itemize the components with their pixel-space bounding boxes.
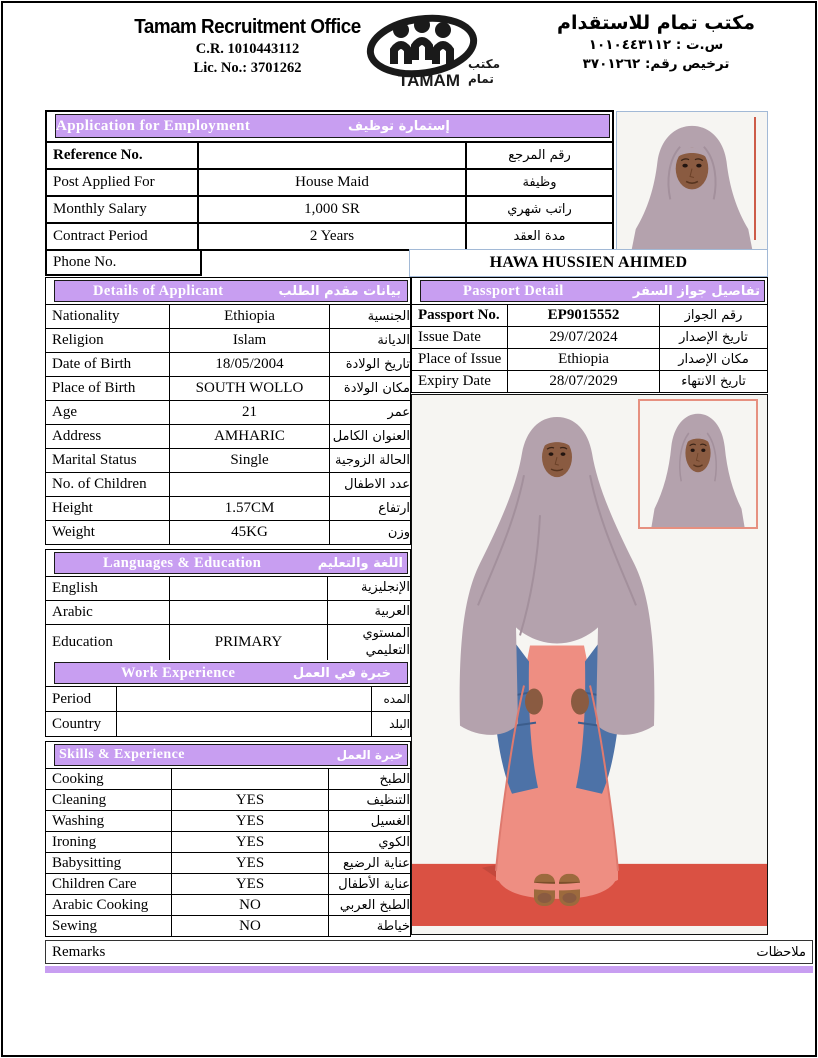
field-arabic-label: الطبخ العربي — [339, 897, 410, 913]
field-arabic-label: وظيفة — [522, 175, 557, 190]
application-section-header — [47, 114, 612, 141]
field-arabic-label: التنظيف — [366, 792, 410, 808]
work-section-header — [46, 662, 410, 686]
field-value: YES — [172, 790, 329, 810]
field-arabic-label: مكان الإصدار — [678, 352, 749, 367]
field-value: NO — [172, 895, 329, 915]
field-arabic-label: راتب شهري — [507, 202, 572, 217]
section-title: Languages & Education — [103, 554, 262, 571]
field-arabic-label: الجنسية — [367, 309, 410, 324]
field-value: PRIMARY — [170, 625, 328, 660]
table-row — [46, 400, 410, 424]
passport-section — [411, 277, 768, 393]
application-table — [47, 141, 612, 249]
field-label: Religion — [46, 329, 170, 352]
field-label: Arabic Cooking — [46, 895, 172, 915]
applicant-photo-fullbody — [411, 394, 768, 935]
field-arabic-label: عمر — [387, 405, 410, 420]
office-cr-arabic: س.ت : ١٠١٠٤٤٣١١٢ — [588, 37, 724, 53]
table-row — [46, 810, 410, 831]
table-row — [46, 624, 410, 660]
field-label: Place of Issue — [412, 349, 508, 370]
section-title-arabic: خبرة في العمل — [292, 665, 391, 681]
field-arabic-label: تاريخ الإصدار — [679, 330, 748, 345]
field-value: YES — [172, 832, 329, 852]
field-label: Arabic — [46, 601, 170, 624]
field-value: 2 Years — [199, 224, 467, 249]
table-row — [46, 448, 410, 472]
field-label: Weight — [46, 521, 170, 544]
field-label: Expiry Date — [412, 371, 508, 392]
field-label: Issue Date — [412, 327, 508, 348]
table-row — [47, 195, 612, 222]
office-name: Tamam Recruitment Office — [134, 16, 361, 38]
field-label: Place of Birth — [46, 377, 170, 400]
field-value: YES — [172, 853, 329, 873]
field-arabic-label: المستوي التعليمي — [362, 626, 410, 658]
bottom-purple-bar — [45, 966, 813, 973]
passport-section-header — [412, 280, 767, 304]
section-title-arabic: تفاصيل جواز السفر — [632, 283, 760, 299]
field-value: 1,000 SR — [199, 197, 467, 222]
field-value — [172, 769, 329, 789]
field-value: 21 — [170, 401, 330, 424]
field-value — [117, 712, 372, 736]
field-arabic-label: عناية الرضيع — [343, 855, 410, 871]
section-header-bar — [420, 280, 765, 302]
office-license-number: Lic. No.: 3701262 — [193, 60, 302, 76]
field-value — [117, 687, 372, 711]
table-row — [46, 424, 410, 448]
field-label: Education — [46, 625, 170, 660]
passport-table — [412, 304, 767, 392]
field-label: Sewing — [46, 916, 172, 936]
section-header-bar — [54, 552, 408, 574]
section-header-bar — [54, 744, 408, 766]
field-arabic-label: الديانة — [377, 333, 410, 348]
field-arabic-label: الحالة الزوجية — [335, 453, 410, 468]
office-license-arabic: ترخيص رقم: ٣٧٠١٢٦٢ — [582, 56, 730, 72]
field-arabic-label: عناية الأطفال — [338, 876, 410, 892]
field-value — [199, 143, 467, 168]
applicant-headshot-thumbnail — [638, 399, 758, 529]
table-row — [46, 686, 410, 711]
skills-table — [46, 768, 410, 936]
field-arabic-label: العنوان الكامل — [332, 429, 410, 444]
table-row — [47, 168, 612, 195]
field-arabic-label: البلد — [389, 717, 410, 731]
table-row — [412, 370, 767, 392]
section-header-bar — [55, 114, 610, 138]
field-value — [170, 473, 330, 496]
languages-table — [46, 576, 410, 660]
field-label: Children Care — [46, 874, 172, 894]
remarks-label: Remarks — [52, 943, 106, 960]
section-header-bar — [54, 280, 408, 302]
field-value: 1.57CM — [170, 497, 330, 520]
field-arabic-label: الغسيل — [370, 813, 410, 829]
headshot-image — [640, 401, 756, 527]
field-value: 29/07/2024 — [508, 327, 660, 348]
photo-red-line — [754, 117, 756, 240]
table-row — [47, 222, 612, 249]
table-row — [46, 600, 410, 624]
table-row — [46, 520, 410, 544]
table-row — [46, 472, 410, 496]
section-title-arabic: بيانات مقدم الطلب — [278, 283, 401, 299]
tamam-logo-graphic — [356, 8, 506, 92]
field-value: 28/07/2029 — [508, 371, 660, 392]
field-label: Post Applied For — [47, 170, 199, 195]
field-value: SOUTH WOLLO — [170, 377, 330, 400]
table-row — [412, 304, 767, 326]
field-arabic-label: تاريخ الولادة — [345, 357, 410, 372]
details-table — [46, 304, 410, 544]
section-title-arabic: إستمارة توظيف — [348, 118, 450, 134]
portrait-image — [617, 112, 767, 249]
field-arabic-label: وزن — [387, 525, 410, 540]
field-value: YES — [172, 874, 329, 894]
field-arabic-label: العربية — [374, 604, 410, 620]
table-row — [412, 326, 767, 348]
section-title: Passport Detail — [463, 282, 564, 299]
field-label: Cooking — [46, 769, 172, 789]
field-value: 45KG — [170, 521, 330, 544]
table-row — [46, 496, 410, 520]
logo-arabic-word-1: مكتب — [468, 57, 501, 71]
table-row — [46, 576, 410, 600]
office-cr-number: C.R. 1010443112 — [195, 41, 300, 57]
field-arabic-label: ارتفاع — [378, 501, 410, 516]
field-value: AMHARIC — [170, 425, 330, 448]
field-label: Passport No. — [412, 305, 508, 326]
field-arabic-label: عدد الاطفال — [344, 477, 410, 492]
application-section — [45, 110, 614, 251]
field-label: No. of Children — [46, 473, 170, 496]
field-label: English — [46, 577, 170, 600]
skills-section-header — [46, 744, 410, 768]
section-title: Application for Employment — [56, 117, 251, 134]
field-label: Babysitting — [46, 853, 172, 873]
table-row — [46, 711, 410, 736]
logo-arabic-word-2: تمام — [468, 72, 494, 86]
field-arabic-label: المده — [383, 692, 410, 706]
field-value: YES — [172, 811, 329, 831]
table-row — [46, 768, 410, 789]
work-table — [46, 686, 410, 736]
field-value: Islam — [170, 329, 330, 352]
remarks-row — [45, 940, 813, 964]
table-row — [47, 141, 612, 168]
field-label: Contract Period — [47, 224, 199, 249]
field-label: Height — [46, 497, 170, 520]
table-row — [46, 873, 410, 894]
office-name-arabic: مكتب تمام للاستقدام — [557, 12, 755, 34]
field-label: Country — [46, 712, 117, 736]
table-row — [46, 304, 410, 328]
field-label: Nationality — [46, 305, 170, 328]
table-row — [412, 348, 767, 370]
field-label: Date of Birth — [46, 353, 170, 376]
field-label: Reference No. — [47, 143, 199, 168]
field-value: 18/05/2004 — [170, 353, 330, 376]
field-arabic-label: تاريخ الانتهاء — [681, 374, 746, 389]
details-section-header — [46, 280, 410, 304]
table-row — [46, 376, 410, 400]
field-value: Single — [170, 449, 330, 472]
applicant-name — [409, 249, 768, 277]
field-arabic-label: الإنجليزية — [360, 580, 410, 596]
applicant-name-text: HAWA HUSSIEN AHIMED — [489, 254, 688, 271]
table-row — [46, 915, 410, 936]
table-row — [46, 789, 410, 810]
table-row — [46, 831, 410, 852]
field-arabic-label: مكان الولادة — [343, 381, 410, 396]
letterhead-arabic — [522, 12, 790, 72]
field-label: Monthly Salary — [47, 197, 199, 222]
table-row — [46, 352, 410, 376]
applicant-photo-portrait — [616, 111, 768, 250]
field-arabic-label: خياطة — [376, 918, 410, 934]
field-label: Period — [46, 687, 117, 711]
field-label: Cleaning — [46, 790, 172, 810]
languages-section-header — [46, 552, 410, 576]
section-title-arabic: خبرة العمل — [336, 748, 403, 762]
table-row — [46, 852, 410, 873]
details-section — [45, 277, 411, 545]
field-arabic-label: الطبخ — [379, 771, 410, 787]
field-label: Ironing — [46, 832, 172, 852]
phone-label: Phone No. — [53, 254, 117, 270]
field-label: Age — [46, 401, 170, 424]
languages-work-section — [45, 549, 411, 737]
field-arabic-label: رقم الجواز — [684, 308, 743, 323]
skills-section — [45, 741, 411, 937]
remarks-label-arabic: ملاحظات — [756, 944, 806, 960]
field-arabic-label: رقم المرجع — [508, 148, 571, 163]
field-value — [170, 577, 328, 600]
field-arabic-label: مدة العقد — [513, 229, 566, 244]
section-header-bar — [54, 662, 408, 684]
table-row — [46, 894, 410, 915]
phone-number-field — [45, 249, 202, 276]
field-value: Ethiopia — [508, 349, 660, 370]
section-title: Details of Applicant — [93, 282, 224, 299]
field-value: EP9015552 — [508, 305, 660, 326]
field-value: House Maid — [199, 170, 467, 195]
section-title: Skills & Experience — [59, 747, 185, 762]
tamam-logo — [356, 8, 506, 92]
logo-wordmark: TAMAM — [398, 71, 460, 90]
field-label: Marital Status — [46, 449, 170, 472]
field-label: Address — [46, 425, 170, 448]
field-value — [170, 601, 328, 624]
field-arabic-label: الكوي — [378, 834, 410, 850]
field-value: Ethiopia — [170, 305, 330, 328]
field-label: Washing — [46, 811, 172, 831]
field-value: NO — [172, 916, 329, 936]
section-title: Work Experience — [121, 664, 236, 681]
table-row — [46, 328, 410, 352]
section-title-arabic: اللغة والتعليم — [317, 555, 403, 571]
